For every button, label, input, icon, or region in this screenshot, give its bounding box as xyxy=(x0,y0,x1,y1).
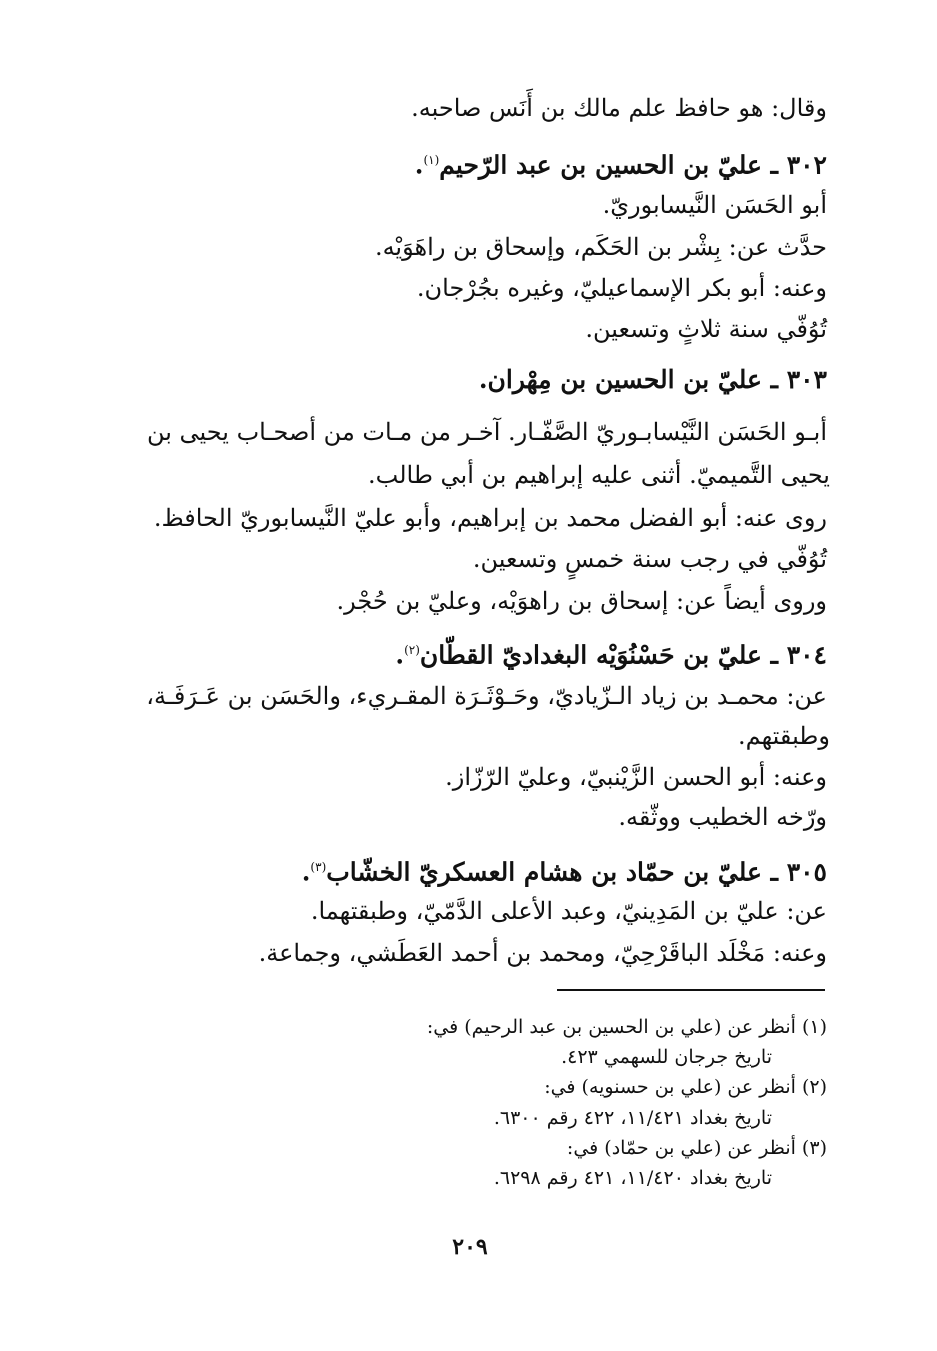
entry-304-heading xyxy=(395,630,827,675)
footnote-1: (١) أنظر عن (علي بن الحسين بن عبد الرحيم) في: xyxy=(426,1016,827,1038)
footnote-3: (٣) أنظر عن (علي بن حمّاد) في: xyxy=(566,1137,827,1159)
footnote-2: (٢) أنظر عن (علي بن حسنويه) في: xyxy=(544,1076,827,1098)
entry-304-line: عن: محمـد بن زياد الـزّياديّ، وحَـوْثَـرَة المقـريء، والحَسَن بن عَـرَفَـة، xyxy=(146,682,827,710)
entry-305-heading-end: . xyxy=(301,857,311,887)
intro-line: وقال: هو حافظ علم مالك بن أَنَس صاحبه. xyxy=(411,94,827,122)
entry-303-heading: ٣٠٣ ـ عليّ بن الحسين بن مِهْران. xyxy=(478,365,827,394)
entry-302-heading-end: . xyxy=(414,150,424,180)
footnote-2-source: تاريخ بغداد ١١/٤٢١، ٤٢٢ رقم ٦٣٠٠. xyxy=(493,1107,772,1129)
footnote-marker-2: (٢) xyxy=(404,643,420,657)
entry-305-line: عن: عليّ بن المَدِينيّ، وعبد الأعلى الدَّمّيّ، وطبقتهما. xyxy=(310,897,827,925)
entry-302-line: وعنه: أبو بكر الإسماعيليّ، وغيره بجُرْجان. xyxy=(416,274,827,302)
entry-305-line: وعنه: مَخْلَد الباقَرْحِيّ، ومحمد بن أحمد العَطَشي، وجماعة. xyxy=(258,939,827,967)
entry-302-line: أبو الحَسَن النَّيسابوريّ. xyxy=(602,191,827,219)
entry-305-title: ٣٠٥ ـ عليّ بن حمّاد بن هشام العسكريّ الخشّاب xyxy=(326,857,827,887)
footnote-3-source: تاريخ بغداد ١١/٤٢٠، ٤٢١ رقم ٦٢٩٨. xyxy=(493,1167,772,1189)
entry-304-title: ٣٠٤ ـ عليّ بن حَسْنُوَيْه البغداديّ القطّان xyxy=(419,640,827,670)
entry-302-heading xyxy=(415,140,827,185)
entry-302-line: تُوُفّي سنة ثلاثٍ وتسعين. xyxy=(585,315,827,343)
entry-304-line: وعنه: أبو الحسن الزَّيْنبيّ، وعليّ الرّزّاز. xyxy=(445,763,827,791)
footnote-divider xyxy=(557,989,825,991)
entry-303-line: تُوُفّي في رجب سنة خمسٍ وتسعين. xyxy=(472,545,827,573)
entry-303-line: روى عنه: أبو الفضل محمد بن إبراهيم، وأبو عليّ النَّيسابوريّ الحافظ. xyxy=(153,504,827,532)
entry-305-heading xyxy=(302,847,827,892)
footnote-marker-1: (١) xyxy=(423,153,440,167)
footnote-1-source: تاريخ جرجان للسهمي ٤٢٣. xyxy=(561,1046,772,1068)
entry-303-line: وروى أيضاً عن: إسحاق بن راهوَيْه، وعليّ بن حُجْر. xyxy=(336,587,827,615)
entry-304-heading-end: . xyxy=(395,640,405,670)
page-number: ٢٠٩ xyxy=(452,1234,488,1260)
entry-302-title: ٣٠٢ ـ عليّ بن الحسين بن عبد الرّحيم xyxy=(439,150,827,180)
entry-303-line: يحيى التَّميميّ. أثنى عليه إبراهيم بن أبي طالب. xyxy=(368,461,830,489)
entry-302-line: حدَّث عن: بِشْر بن الحَكَم، وإسحاق بن راهَوَيْه. xyxy=(374,233,827,261)
entry-304-line: ورّخه الخطيب ووثّقه. xyxy=(618,803,827,831)
entry-303-line: أبـو الحَسَن النَّيْسابـوريّ الصَّفّـار. آخـر من مـات من أصحـاب يحيى بن xyxy=(146,418,827,446)
footnote-marker-3: (٣) xyxy=(310,860,327,874)
entry-304-line: وطبقتهم. xyxy=(738,722,830,750)
